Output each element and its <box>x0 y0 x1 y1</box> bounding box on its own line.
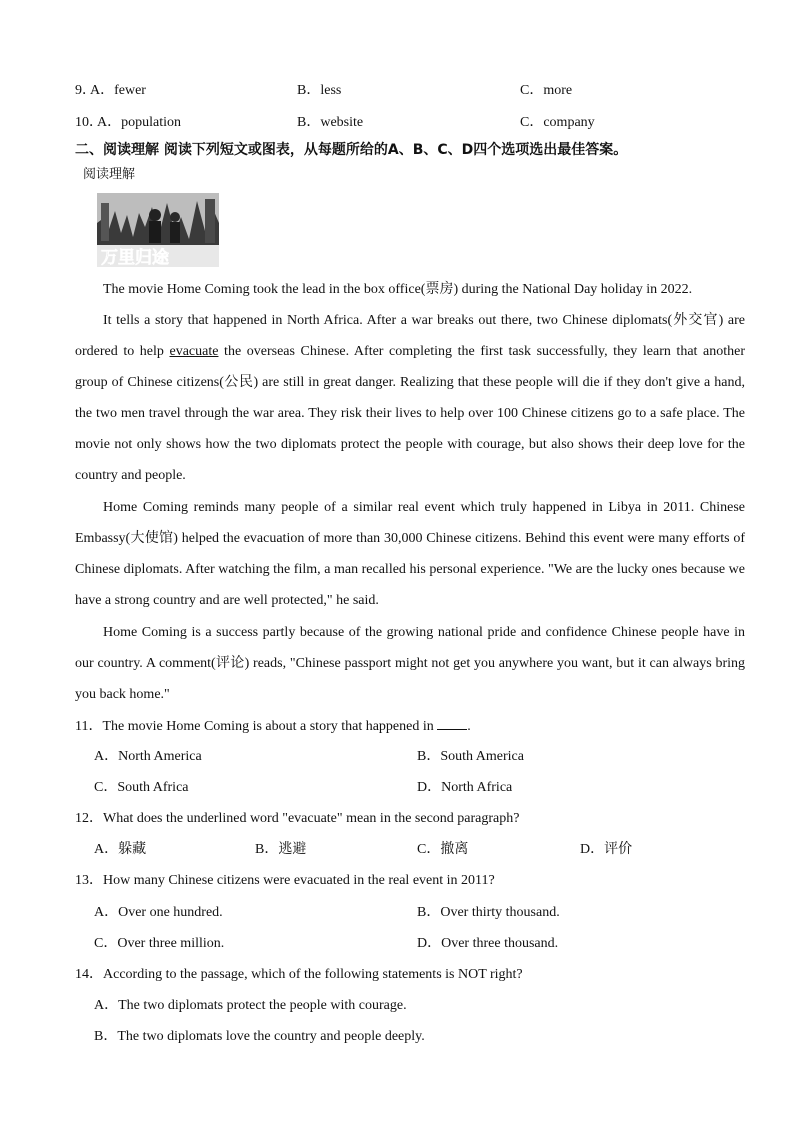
q10-option-a: 10．A．population <box>75 115 181 130</box>
underlined-word-evacuate: evacuate <box>169 344 219 360</box>
q9-option-a: 9．A．fewer <box>75 83 146 98</box>
q14-option-a: A．The two diplomats protect the people with courage. <box>94 998 407 1013</box>
q12-option-c: C．撤离 <box>417 842 469 857</box>
question-11-options-row-1 <box>75 747 741 767</box>
q11-option-c: C．South Africa <box>94 780 189 795</box>
q13-option-a: A．Over one hundred. <box>94 905 223 920</box>
question-14-stem: 14．According to the passage, which of the following statements is NOT right? <box>75 967 523 982</box>
question-9-options <box>75 81 741 101</box>
question-13-options-row-2 <box>75 934 741 954</box>
q10-option-c: C．company <box>520 115 595 130</box>
answer-blank <box>437 715 467 730</box>
q12-option-b: B．逃避 <box>255 842 307 857</box>
section-title: 二、阅读理解 阅读下列短文或图表，从每题所给的A、B、C、D四个选项选出最佳答案。 <box>75 142 628 158</box>
poster-illustration-icon <box>97 193 219 267</box>
passage-paragraph-4: Home Coming is a success partly because of the growing national pride and confidence Chinese people have in our country. A comment(评论) reads, "Chinese passport might not get you anywhere you want, but it can always bring you back home." <box>75 625 745 703</box>
poster-caption: 万里归途 <box>101 248 169 267</box>
q13-option-d: D．Over three thousand. <box>417 936 559 951</box>
q11-option-d: D．North Africa <box>417 780 513 795</box>
q9-option-c: C．more <box>520 83 573 98</box>
question-14-option-row-b <box>75 1027 741 1047</box>
question-11-stem: 11．The movie Home Coming is about a story that happened in . <box>75 715 741 735</box>
q14-option-b: B．The two diplomats love the country and people deeply. <box>94 1029 425 1044</box>
question-14-option-row-a <box>75 996 741 1016</box>
question-11-options-row-2 <box>75 778 741 798</box>
question-10-options <box>75 113 741 133</box>
q12-option-d: D．评价 <box>580 842 633 857</box>
question-12-options <box>75 840 741 860</box>
q11-option-a: A．North America <box>94 749 202 764</box>
q13-option-b: B．Over thirty thousand. <box>417 905 560 920</box>
q13-option-c: C．Over three million. <box>94 936 225 951</box>
question-13-options-row-1 <box>75 903 741 923</box>
question-12-stem: 12．What does the underlined word "evacuate" mean in the second paragraph? <box>75 811 520 826</box>
q9-option-b: B．less <box>297 83 342 98</box>
movie-poster-image <box>97 193 219 267</box>
question-13-stem: 13．How many Chinese citizens were evacuated in the real event in 2011? <box>75 873 495 888</box>
q11-option-b: B．South America <box>417 749 524 764</box>
passage-paragraph-2: It tells a story that happened in North Africa. After a war breaks out there, two Chinese diplomats(外交官) are ordered to help evacuate the overseas Chinese. After completing the first task successfully, they learn that another group of Chinese citizens(公民) are still in great danger. Realizing that these people will die if they don't give a hand, the two men travel through the war area. They risk their lives to help over 100 Chinese citizens go to a safe place. The movie not only shows how the two diplomats protect the people with courage, but also shows their deep love for the country and people. <box>75 313 745 484</box>
section-subtitle: 阅读理解 <box>83 167 136 182</box>
passage-paragraph-1: The movie Home Coming took the lead in the box office(票房) during the National Day holiday in 2022. <box>103 282 693 297</box>
q12-option-a: A．躲藏 <box>94 842 147 857</box>
q10-option-b: B．website <box>297 115 364 130</box>
passage-paragraph-3: Home Coming reminds many people of a similar real event which truly happened in Libya in 2011. Chinese Embassy(大使馆) helped the evacuation of more than 30,000 Chinese citizens. Behind this event were many efforts of Chinese diplomats. After watching the film, a man recalled his personal experience. "We are the lucky ones because we have a strong country and are well protected," he said. <box>75 500 745 609</box>
